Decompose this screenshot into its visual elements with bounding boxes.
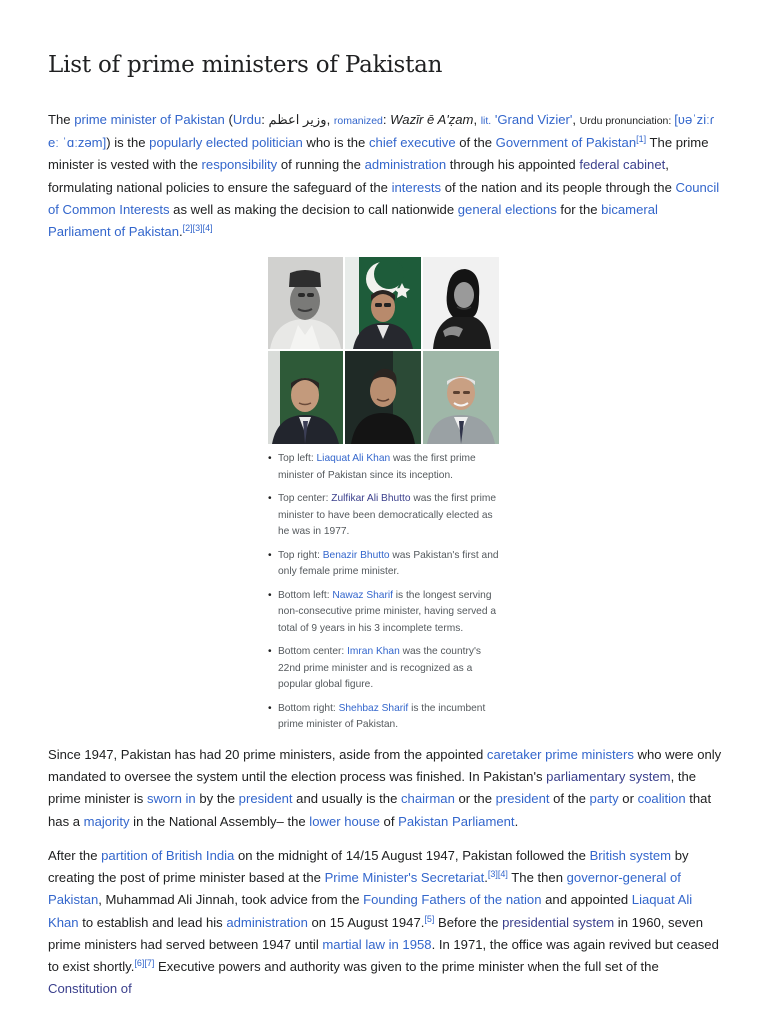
text: , [572, 112, 580, 127]
link-president[interactable]: president [238, 791, 293, 807]
caption-item [268, 588, 504, 638]
text: Top right: [278, 549, 323, 561]
link-council-of-common-interests[interactable]: Council of Common Interests [48, 179, 720, 217]
text: Bottom center: [278, 646, 348, 657]
link-chairman[interactable]: chairman [401, 791, 455, 807]
photo-zulfikar-ali-bhutto[interactable] [345, 257, 421, 349]
text: , formulating national policies to ensure the safeguard of the [48, 157, 669, 195]
link-governor-general[interactable]: governor-general of Pakistan [48, 870, 681, 908]
page-title: List of prime ministers of Pakistan [48, 52, 443, 78]
text: in the National Assembly– the [129, 813, 310, 829]
text: . In 1971, the office was again revived but ceased to exist shortly. [48, 936, 719, 975]
text: was the first prime minister to have been democratically elected as he was in 1977. [278, 493, 497, 537]
caption-item [268, 701, 504, 734]
text: Before the [434, 914, 503, 930]
text: of the [455, 135, 496, 151]
intro-paragraph [48, 109, 724, 243]
text: Since 1947, Pakistan has had 20 prime ministers, aside from the appointed [48, 747, 487, 762]
paragraph-origin [48, 845, 724, 1000]
link-founding-fathers[interactable]: Founding Fathers of the nation [363, 892, 542, 908]
link-prime-minister-of-pakistan[interactable]: prime minister of Pakistan [74, 112, 225, 127]
link-majority[interactable]: majority [83, 813, 130, 829]
reference-3-4[interactable]: [3][4] [487, 869, 508, 880]
text: The then [507, 870, 567, 886]
link-pakistan-parliament[interactable]: Pakistan Parliament [398, 813, 515, 829]
link-administration[interactable]: administration [364, 157, 447, 173]
text: The [48, 112, 75, 127]
link-grand-vizier[interactable]: 'Grand Vizier' [491, 112, 573, 127]
link-popularly-elected-politician[interactable]: popularly elected politician [149, 135, 303, 151]
caption-item [268, 491, 504, 541]
link-zulfikar-ali-bhutto[interactable]: Zulfikar Ali Bhutto [331, 493, 411, 504]
text: by the [195, 791, 239, 807]
text: by creating the post of prime minister based at the [48, 848, 689, 886]
link-prime-ministers-secretariat[interactable]: Prime Minister's Secretariat [324, 870, 485, 886]
link-party[interactable]: party [589, 791, 619, 807]
caption-item [268, 644, 504, 694]
link-caretaker-prime-ministers[interactable]: caretaker prime ministers [486, 747, 634, 762]
link-general-elections[interactable]: general elections [457, 201, 557, 217]
text: Top left: [278, 453, 317, 464]
text: ( [224, 112, 233, 127]
reference-2-3-4[interactable]: [2][3][4] [182, 223, 213, 234]
pronunciation-label: Urdu pronunciation: [579, 115, 675, 127]
photo-liaquat-ali-khan[interactable] [268, 257, 343, 349]
text: on the midnight of 14/15 August 1947, Pakistan followed the [234, 848, 590, 863]
link-martial-law-1958[interactable]: martial law in 1958 [322, 936, 432, 952]
text: is the longest serving non-consecutive prime minister, having served a total of 9 years in his 3 incomplete terms. [278, 589, 497, 634]
text: of the [549, 791, 590, 807]
text: Top center: [278, 493, 332, 504]
text: was the country's 22nd prime minister and is recognized as a popular global figure. [278, 646, 481, 690]
photo-shehbaz-sharif[interactable] [423, 351, 499, 444]
text: The prime minister is vested with the [48, 135, 709, 173]
link-parliamentary-system[interactable]: parliamentary system [546, 769, 671, 785]
paragraph-history [48, 744, 724, 833]
link-nawaz-sharif[interactable]: Nawaz Sharif [332, 589, 393, 601]
photo-imran-khan[interactable] [345, 351, 421, 444]
photo-nawaz-sharif[interactable] [268, 351, 343, 444]
link-presidential-system[interactable]: presidential system [502, 914, 615, 930]
link-lower-house[interactable]: lower house [309, 813, 380, 829]
text: was the first prime minister of Pakistan since its inception. [278, 453, 476, 481]
text: that has a [48, 791, 712, 829]
link-liaquat-ali-khan[interactable]: Liaquat Ali Khan [316, 453, 391, 464]
link-sworn-in[interactable]: sworn in [146, 791, 196, 807]
text: of the nation and its people through the [441, 179, 676, 195]
photo-collage [268, 257, 501, 444]
text: . [484, 870, 488, 886]
text: or [618, 791, 638, 807]
reference-6-7[interactable]: [6][7] [134, 958, 155, 969]
link-federal-cabinet[interactable]: federal cabinet [579, 157, 666, 173]
text: in 1960, seven prime ministers had served between 1947 until [48, 914, 703, 952]
link-ipa[interactable]: [ʋəˈziːɾ eː ˈɑːzəm] [48, 112, 715, 151]
text: , [473, 112, 481, 127]
reference-5[interactable]: [5] [424, 913, 435, 924]
text: and usually is the [292, 791, 401, 807]
reference-1[interactable]: [1] [636, 134, 647, 145]
text: , the prime minister is [48, 769, 697, 807]
collage-figure [268, 257, 501, 730]
link-benazir-bhutto[interactable]: Benazir Bhutto [322, 549, 390, 561]
link-chief-executive[interactable]: chief executive [368, 135, 456, 151]
link-british-system[interactable]: British system [589, 848, 672, 863]
text: through his appointed [446, 157, 580, 173]
photo-benazir-bhutto[interactable] [423, 257, 499, 349]
link-imran-khan[interactable]: Imran Khan [347, 646, 400, 657]
text: who were only mandated to oversee the system until the election process was finished. In Pakistan's [48, 747, 722, 785]
link-shehbaz-sharif[interactable]: Shehbaz Sharif [338, 702, 409, 714]
text: and appointed [541, 892, 632, 908]
text: for the [556, 201, 602, 217]
link-administration-2[interactable]: administration [226, 914, 308, 930]
text: : [382, 112, 391, 127]
text: ) is the [106, 135, 150, 151]
text: , Muhammad Ali Jinnah, took advice from the [98, 892, 364, 908]
text: is the incumbent prime minister of Pakistan. [278, 702, 486, 730]
romanized-term: Wazīr ē A'ẓam [390, 112, 474, 127]
caption-item [268, 548, 504, 581]
link-liaquat-ali-khan-2[interactable]: Liaquat Ali Khan [48, 892, 693, 930]
link-partition-of-british-india[interactable]: partition of British India [101, 848, 235, 863]
link-president-2[interactable]: president [495, 791, 550, 807]
text: of [379, 813, 399, 829]
link-bicameral-parliament[interactable]: bicameral Parliament of Pakistan [48, 201, 658, 240]
link-romanized[interactable]: romanized [333, 115, 383, 127]
text: was Pakistan's first and only female prime minister. [278, 549, 499, 577]
text: Bottom left: [278, 589, 333, 601]
text: . [179, 224, 183, 240]
link-coalition[interactable]: coalition [637, 791, 686, 807]
text: of running the [277, 157, 365, 173]
link-urdu[interactable]: Urdu [232, 112, 262, 127]
link-government-of-pakistan[interactable]: Government of Pakistan [495, 135, 637, 151]
text: or the [454, 791, 496, 807]
text: . [514, 813, 519, 829]
text: who is the [302, 135, 369, 151]
link-constitution-of[interactable]: Constitution of [48, 981, 132, 997]
link-responsibility[interactable]: responsibility [201, 157, 278, 173]
caption-item [268, 451, 504, 484]
link-interests[interactable]: interests [391, 179, 442, 195]
text: After the [48, 848, 102, 863]
link-literally[interactable]: lit. [480, 115, 492, 127]
text: Executive powers and authority was given to the prime minister when the full set of the [154, 959, 659, 975]
text: to establish and lead his [78, 914, 227, 930]
figure-caption-list [268, 451, 504, 741]
text: as well as making the decision to call nationwide [169, 201, 458, 217]
text: on 15 August 1947. [307, 914, 425, 930]
text: Bottom right: [278, 702, 339, 714]
text: : وزیر اعظم, [261, 112, 334, 127]
